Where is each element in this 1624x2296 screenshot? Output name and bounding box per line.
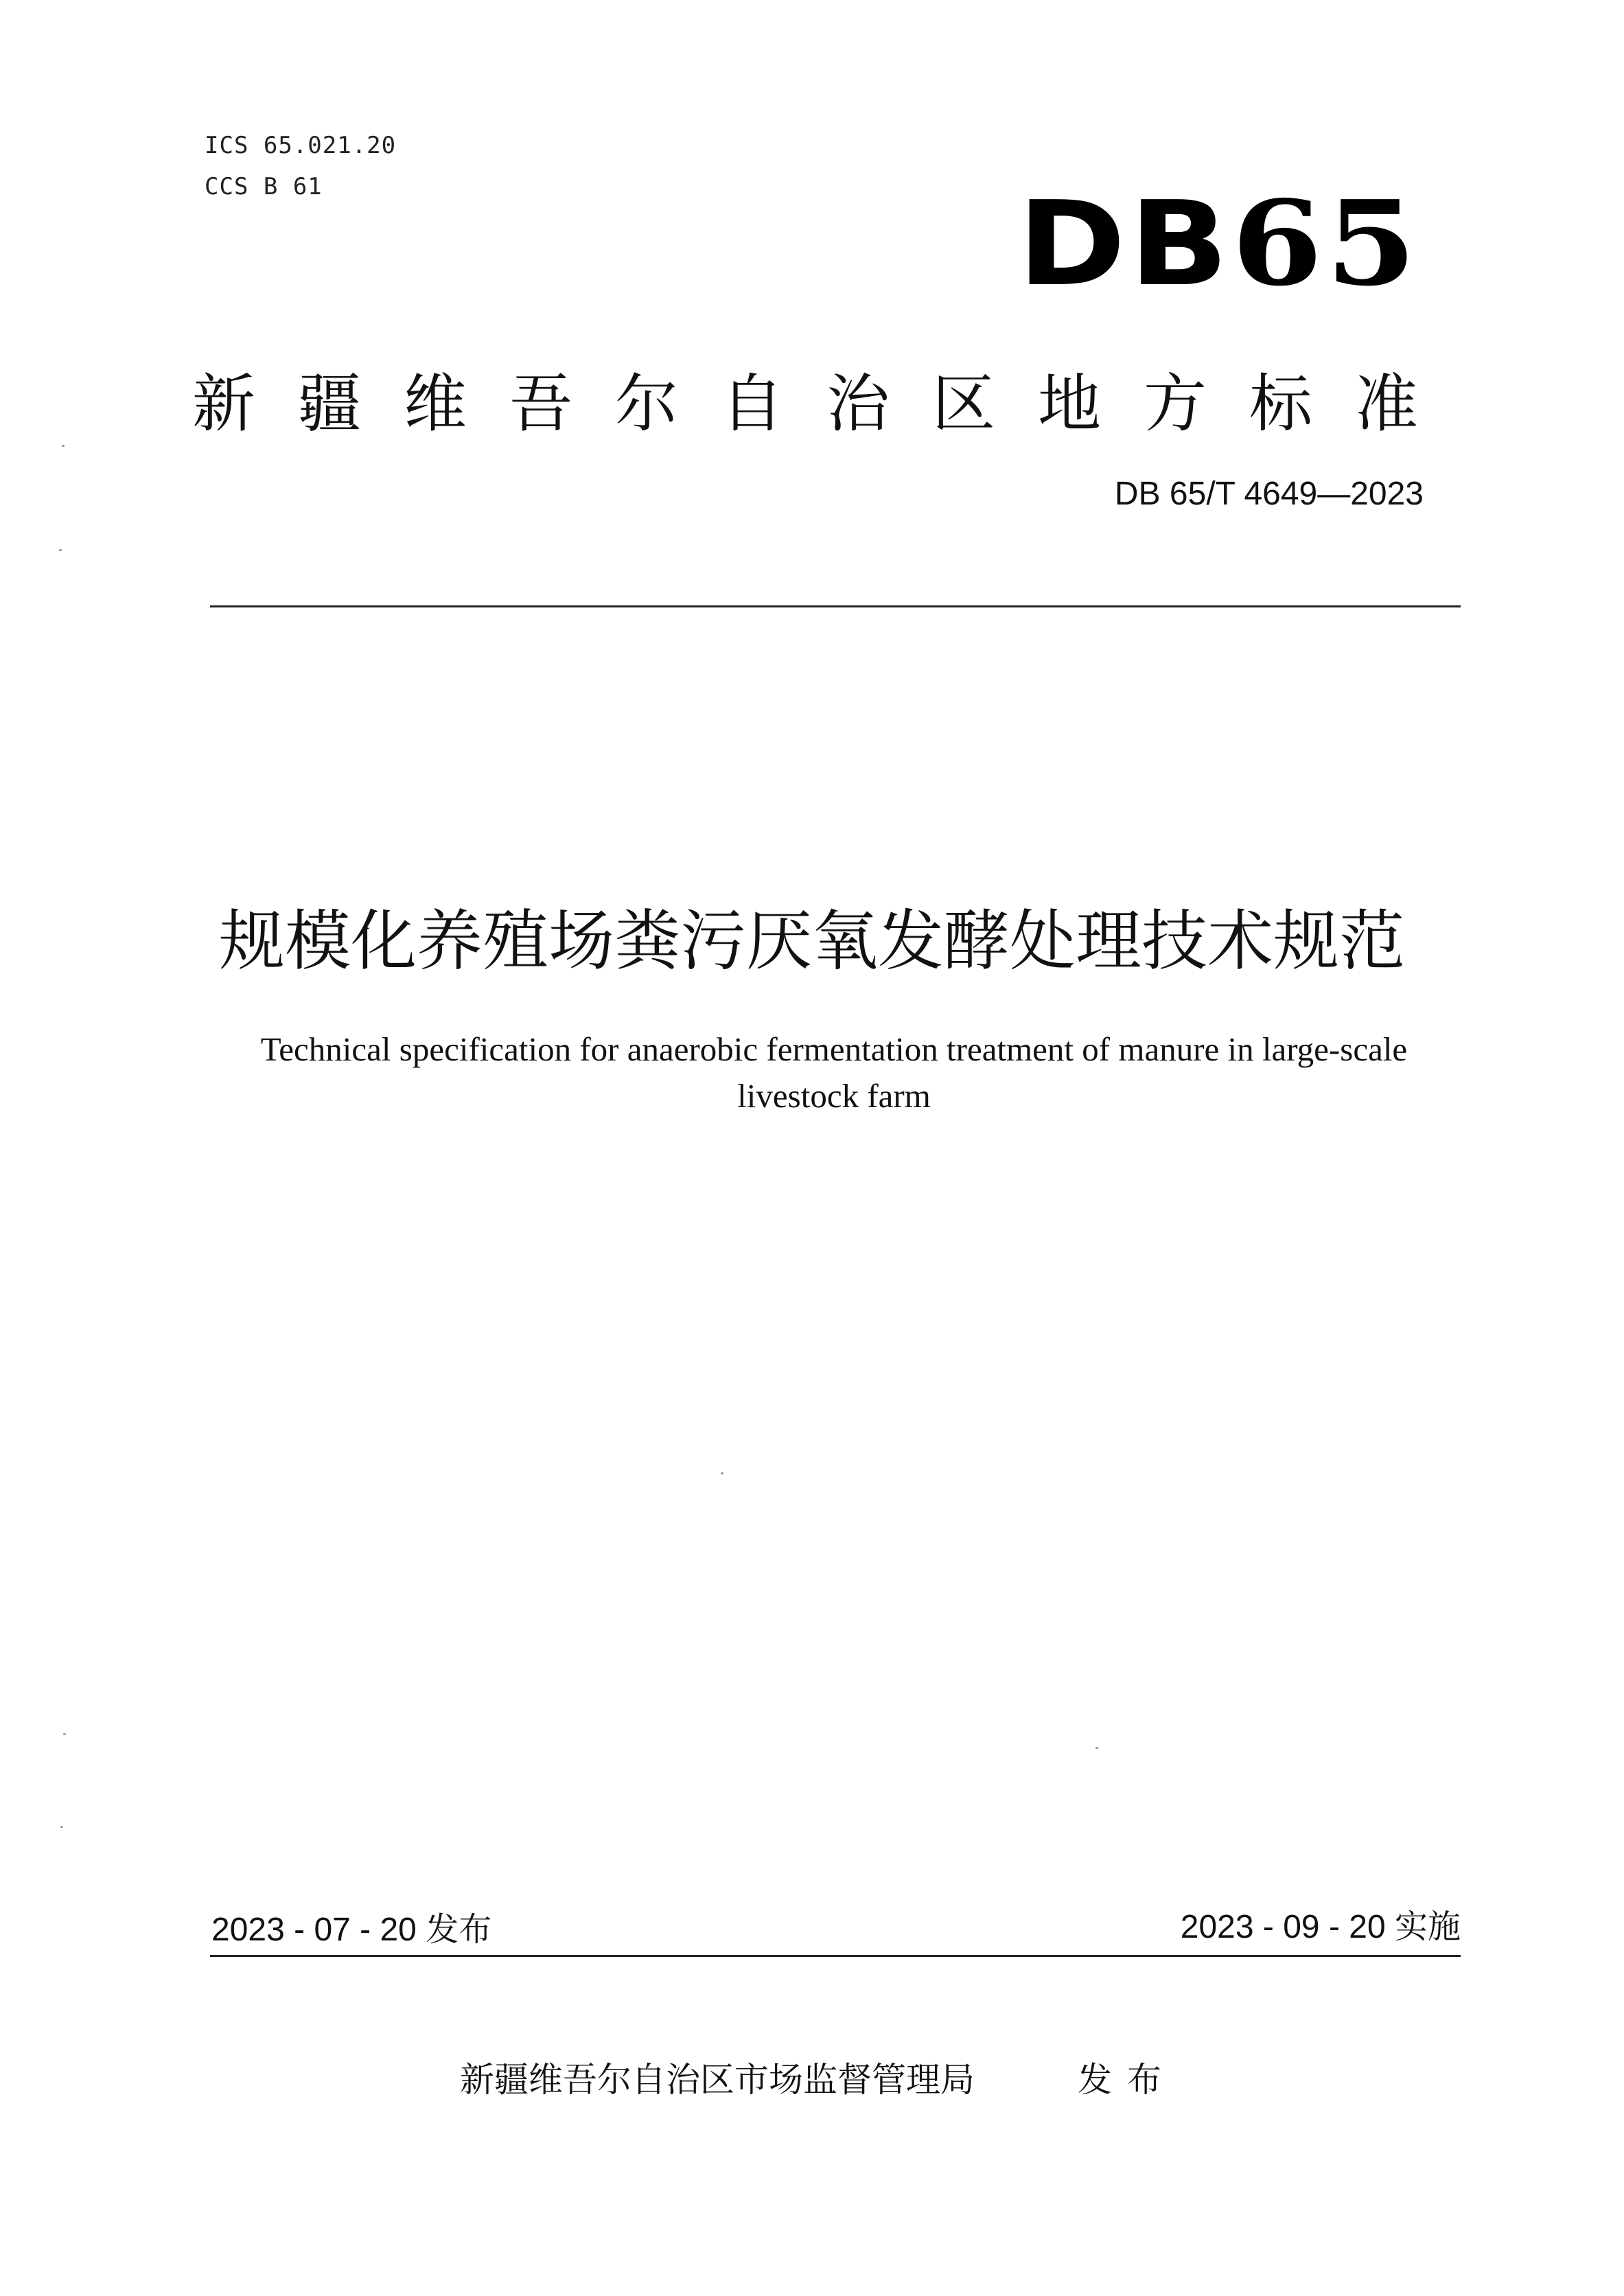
footer-divider (210, 1955, 1461, 1957)
scan-speck (721, 1472, 723, 1474)
scan-speck (60, 1826, 63, 1828)
title-en-line-1: Technical specification for anaerobic fermentation treatment of manure in large-scale (260, 1030, 1408, 1068)
standard-kind-heading: 新疆维吾尔自治区地方标准 (192, 367, 1461, 441)
document-title-en (206, 1026, 1462, 1120)
scan-speck (1095, 1747, 1098, 1749)
issuing-authority: 新疆维吾尔自治区市场监督管理局 (460, 2060, 975, 2100)
standard-number: DB 65/T 4649—2023 (1114, 476, 1424, 512)
document-title-zh: 规模化养殖场粪污厌氧发酵处理技术规范 (219, 903, 1405, 979)
publish-date: 2023 - 07 - 20 发布 (211, 1912, 492, 1948)
header-divider (210, 605, 1461, 607)
scan-speck (59, 549, 62, 551)
db65-logo (1017, 175, 1419, 312)
logo-letters: DB (1017, 176, 1232, 312)
title-en-line-2: livestock farm (737, 1077, 931, 1115)
ccs-code: CCS B 61 (205, 173, 323, 200)
scan-speck (62, 445, 65, 447)
scan-speck (63, 1733, 66, 1735)
issue-label: 发布 (1078, 2060, 1176, 2100)
ics-code: ICS 65.021.20 (205, 132, 397, 159)
logo-number: 65 (1231, 175, 1419, 312)
implement-date: 2023 - 09 - 20 实施 (1180, 1909, 1461, 1945)
